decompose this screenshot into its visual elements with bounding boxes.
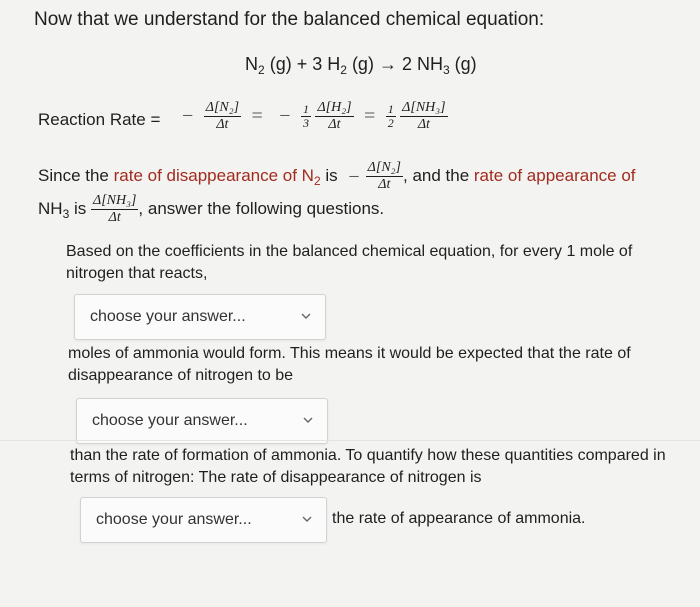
minus-sign: − xyxy=(348,165,360,188)
fraction-n2-num: Δ[N₂] xyxy=(367,160,401,175)
select-2-value: choose your answer... xyxy=(92,412,248,429)
nh3-label: NH xyxy=(38,198,63,218)
rate-relationship-select[interactable] xyxy=(80,497,327,543)
equation-n2: N xyxy=(245,54,258,74)
fraction-nh3-num: Δ[NH₃] xyxy=(92,193,137,208)
equation-n2-subscript: 2 xyxy=(258,63,265,77)
equals-sign: = xyxy=(251,105,263,127)
chevron-down-icon xyxy=(302,514,312,524)
rate-term-h2-den: Δt xyxy=(328,117,341,132)
rate-term-h2 xyxy=(315,100,353,133)
rate-term-nh3-den: Δt xyxy=(417,117,430,132)
question-paragraph-2: moles of ammonia would form. This means it would be expected that the rate of disappearance of nitrogen to be xyxy=(68,345,631,384)
minus-sign: − xyxy=(279,105,291,127)
select-3-value: choose your answer... xyxy=(96,511,252,528)
fraction-n2-den: Δt xyxy=(378,177,391,192)
coefficient-2-den: 2 xyxy=(387,116,394,130)
rate-term-n2-num: Δ[N₂] xyxy=(205,100,240,115)
coefficient-1-num: 1 xyxy=(302,102,309,116)
nh3-subscript: 3 xyxy=(62,206,70,221)
question-paragraph-1: Based on the coefficients in the balanced chemical equation, for every 1 mole of nitrogen that reacts, xyxy=(66,243,633,282)
since-text-4: is xyxy=(69,198,91,218)
question-paragraph-3-tail: the rate of appearance of ammonia. xyxy=(332,510,586,527)
fraction-n2 xyxy=(366,160,403,193)
rate-term-nh3-num: Δ[NH₃] xyxy=(402,100,446,115)
rate-term-h2-num: Δ[H₂] xyxy=(317,100,352,115)
question-paragraph-3: than the rate of formation of ammonia. To quantify how these quantities compared in terms of nitrogen: The rate of disappearance of nitrogen is xyxy=(70,447,666,486)
since-text-3: , and the xyxy=(403,165,474,185)
intro-heading: Now that we understand for the balanced chemical equation: xyxy=(34,9,545,30)
equation-h2-subscript: 2 xyxy=(340,63,347,77)
coefficient-2-num: 1 xyxy=(387,102,394,116)
moles-ammonia-select[interactable] xyxy=(74,294,326,340)
divider xyxy=(0,440,700,441)
rate-term-n2 xyxy=(204,100,241,133)
chevron-down-icon xyxy=(301,311,311,321)
rate-term-nh3 xyxy=(400,100,447,133)
fraction-nh3-den: Δt xyxy=(108,210,121,225)
equation-nh3-subscript: 3 xyxy=(442,63,450,77)
select-1-value: choose your answer... xyxy=(90,308,246,325)
n2-subscript: 2 xyxy=(313,173,321,188)
since-text-5: , answer the following questions. xyxy=(138,198,385,218)
rate-term-n2-den: Δt xyxy=(216,117,229,132)
minus-sign: − xyxy=(182,105,194,127)
fraction-nh3 xyxy=(91,193,138,226)
since-text-2: is xyxy=(320,165,343,185)
equation-part-2: (g) + 3 H xyxy=(269,54,341,74)
chevron-down-icon xyxy=(303,415,313,425)
equals-sign: = xyxy=(363,105,376,127)
coefficient-1-den: 3 xyxy=(302,116,309,130)
coefficient-one-third xyxy=(301,103,311,130)
reaction-rate-label: Reaction Rate = xyxy=(38,110,161,129)
balanced-equation xyxy=(245,54,477,77)
reaction-rate-expression xyxy=(176,100,448,133)
rate-disappearance-highlight: rate of disappearance of N xyxy=(113,165,314,185)
equation-part-4: (g) xyxy=(454,54,477,74)
since-statement xyxy=(38,160,678,226)
rate-comparison-select[interactable] xyxy=(76,398,328,444)
since-text-1: Since the xyxy=(38,165,114,185)
coefficient-one-half xyxy=(386,103,396,130)
equation-part-3: (g) → 2 NH xyxy=(351,54,443,74)
rate-appearance-highlight: rate of appearance of xyxy=(473,165,636,185)
